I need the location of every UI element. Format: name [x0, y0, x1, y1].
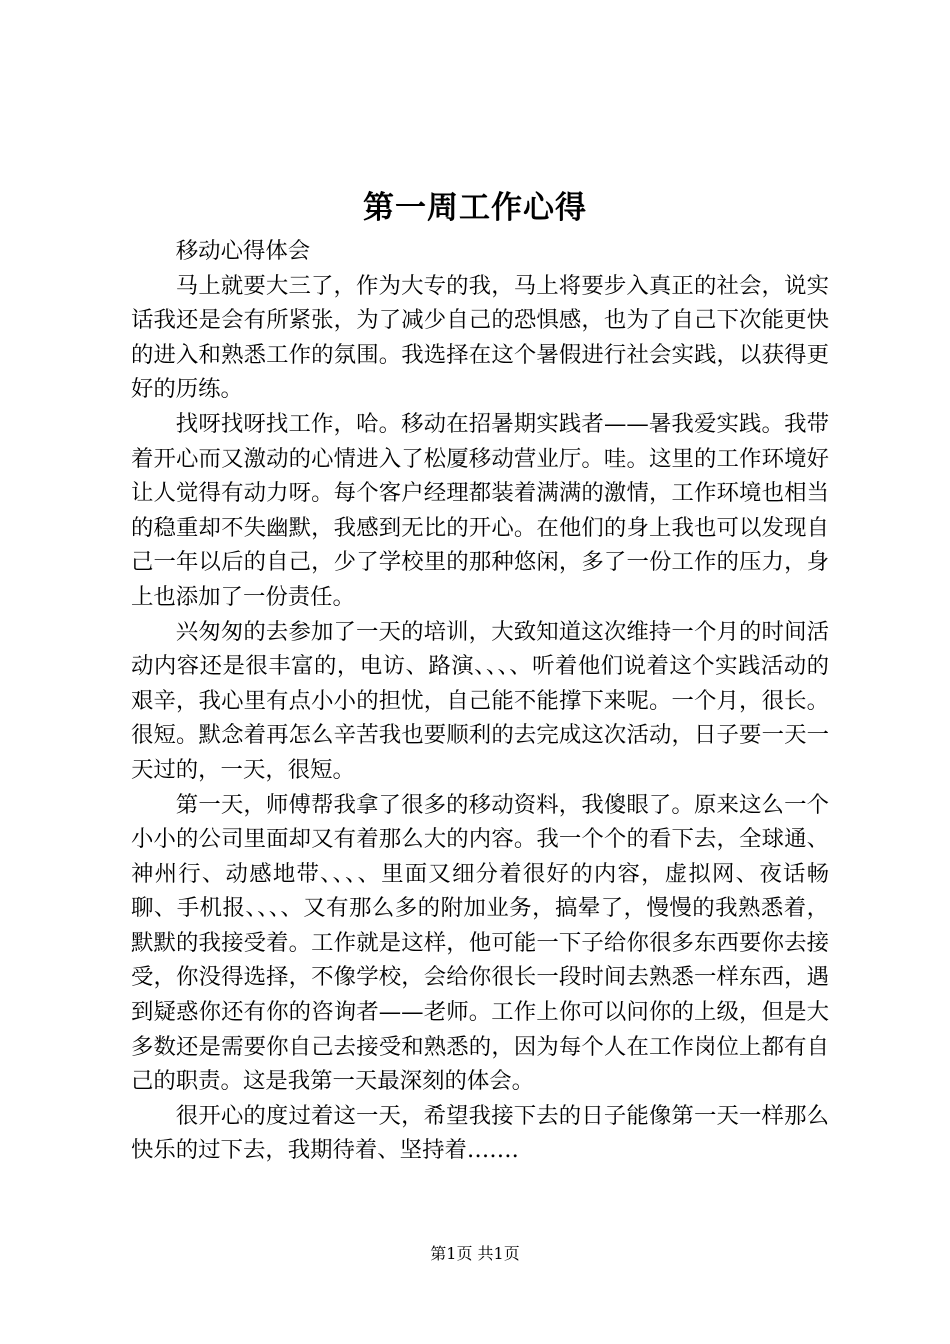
- page-footer: 第1页 共1页: [430, 1244, 520, 1263]
- paragraph-3: 兴匆匆的去参加了一天的培训，大致知道这次维持一个月的时间活动内容还是很丰富的，电访、路演、、、、听着他们说着这个实践活动的艰辛，我心里有点小小的担忧，自己能不能撑下来呢。一个月，很长。很短。默念着再怎么辛苦我也要顺利的去完成这次活动，日子要一天一天过的，一天，很短。: [131, 618, 829, 783]
- paragraph-1: 马上就要大三了，作为大专的我，马上将要步入真正的社会，说实话我还是会有所紧张，为了减少自己的恐惧感，也为了自己下次能更快的进入和熟悉工作的氛围。我选择在这个暑假进行社会实践，以获得更好的历练。: [131, 272, 829, 403]
- paragraph-4: 第一天，师傅帮我拿了很多的移动资料，我傻眼了。原来这么一个小小的公司里面却又有着那么大的内容。我一个个的看下去，全球通、神州行、动感地带、、、、里面又细分着很好的内容，虚拟网、夜话畅聊、手机报、、、、又有那么多的附加业务，搞晕了，慢慢的我熟悉着，默默的我接受着。工作就是这样，他可能一下子给你很多东西要你去接受，你没得选择，不像学校，会给你很长一段时间去熟悉一样东西，遇到疑惑你还有你的咨询者——老师。工作上你可以问你的上级，但是大多数还是需要你自己去接受和熟悉的，因为每个人在工作岗位上都有自己的职责。这是我第一天最深刻的体会。: [131, 791, 829, 1095]
- paragraph-2: 找呀找呀找工作，哈。移动在招暑期实践者——暑我爱实践。我带着开心而又激动的心情进入了松厦移动营业厅。哇。这里的工作环境好让人觉得有动力呀。每个客户经理都装着满满的激情，工作环境也相当的稳重却不失幽默，我感到无比的开心。在他们的身上我也可以发现自己一年以后的自己，少了学校里的那种悠闲，多了一份工作的压力，身上也添加了一份责任。: [131, 410, 829, 610]
- document-subtitle: 移动心得体会: [175, 238, 311, 264]
- paragraph-5: 很开心的度过着这一天，希望我接下去的日子能像第一天一样那么快乐的过下去，我期待着、坚持着…….: [131, 1102, 829, 1164]
- document-body: [131, 234, 829, 1168]
- document-title: 第一周工作心得: [363, 190, 587, 226]
